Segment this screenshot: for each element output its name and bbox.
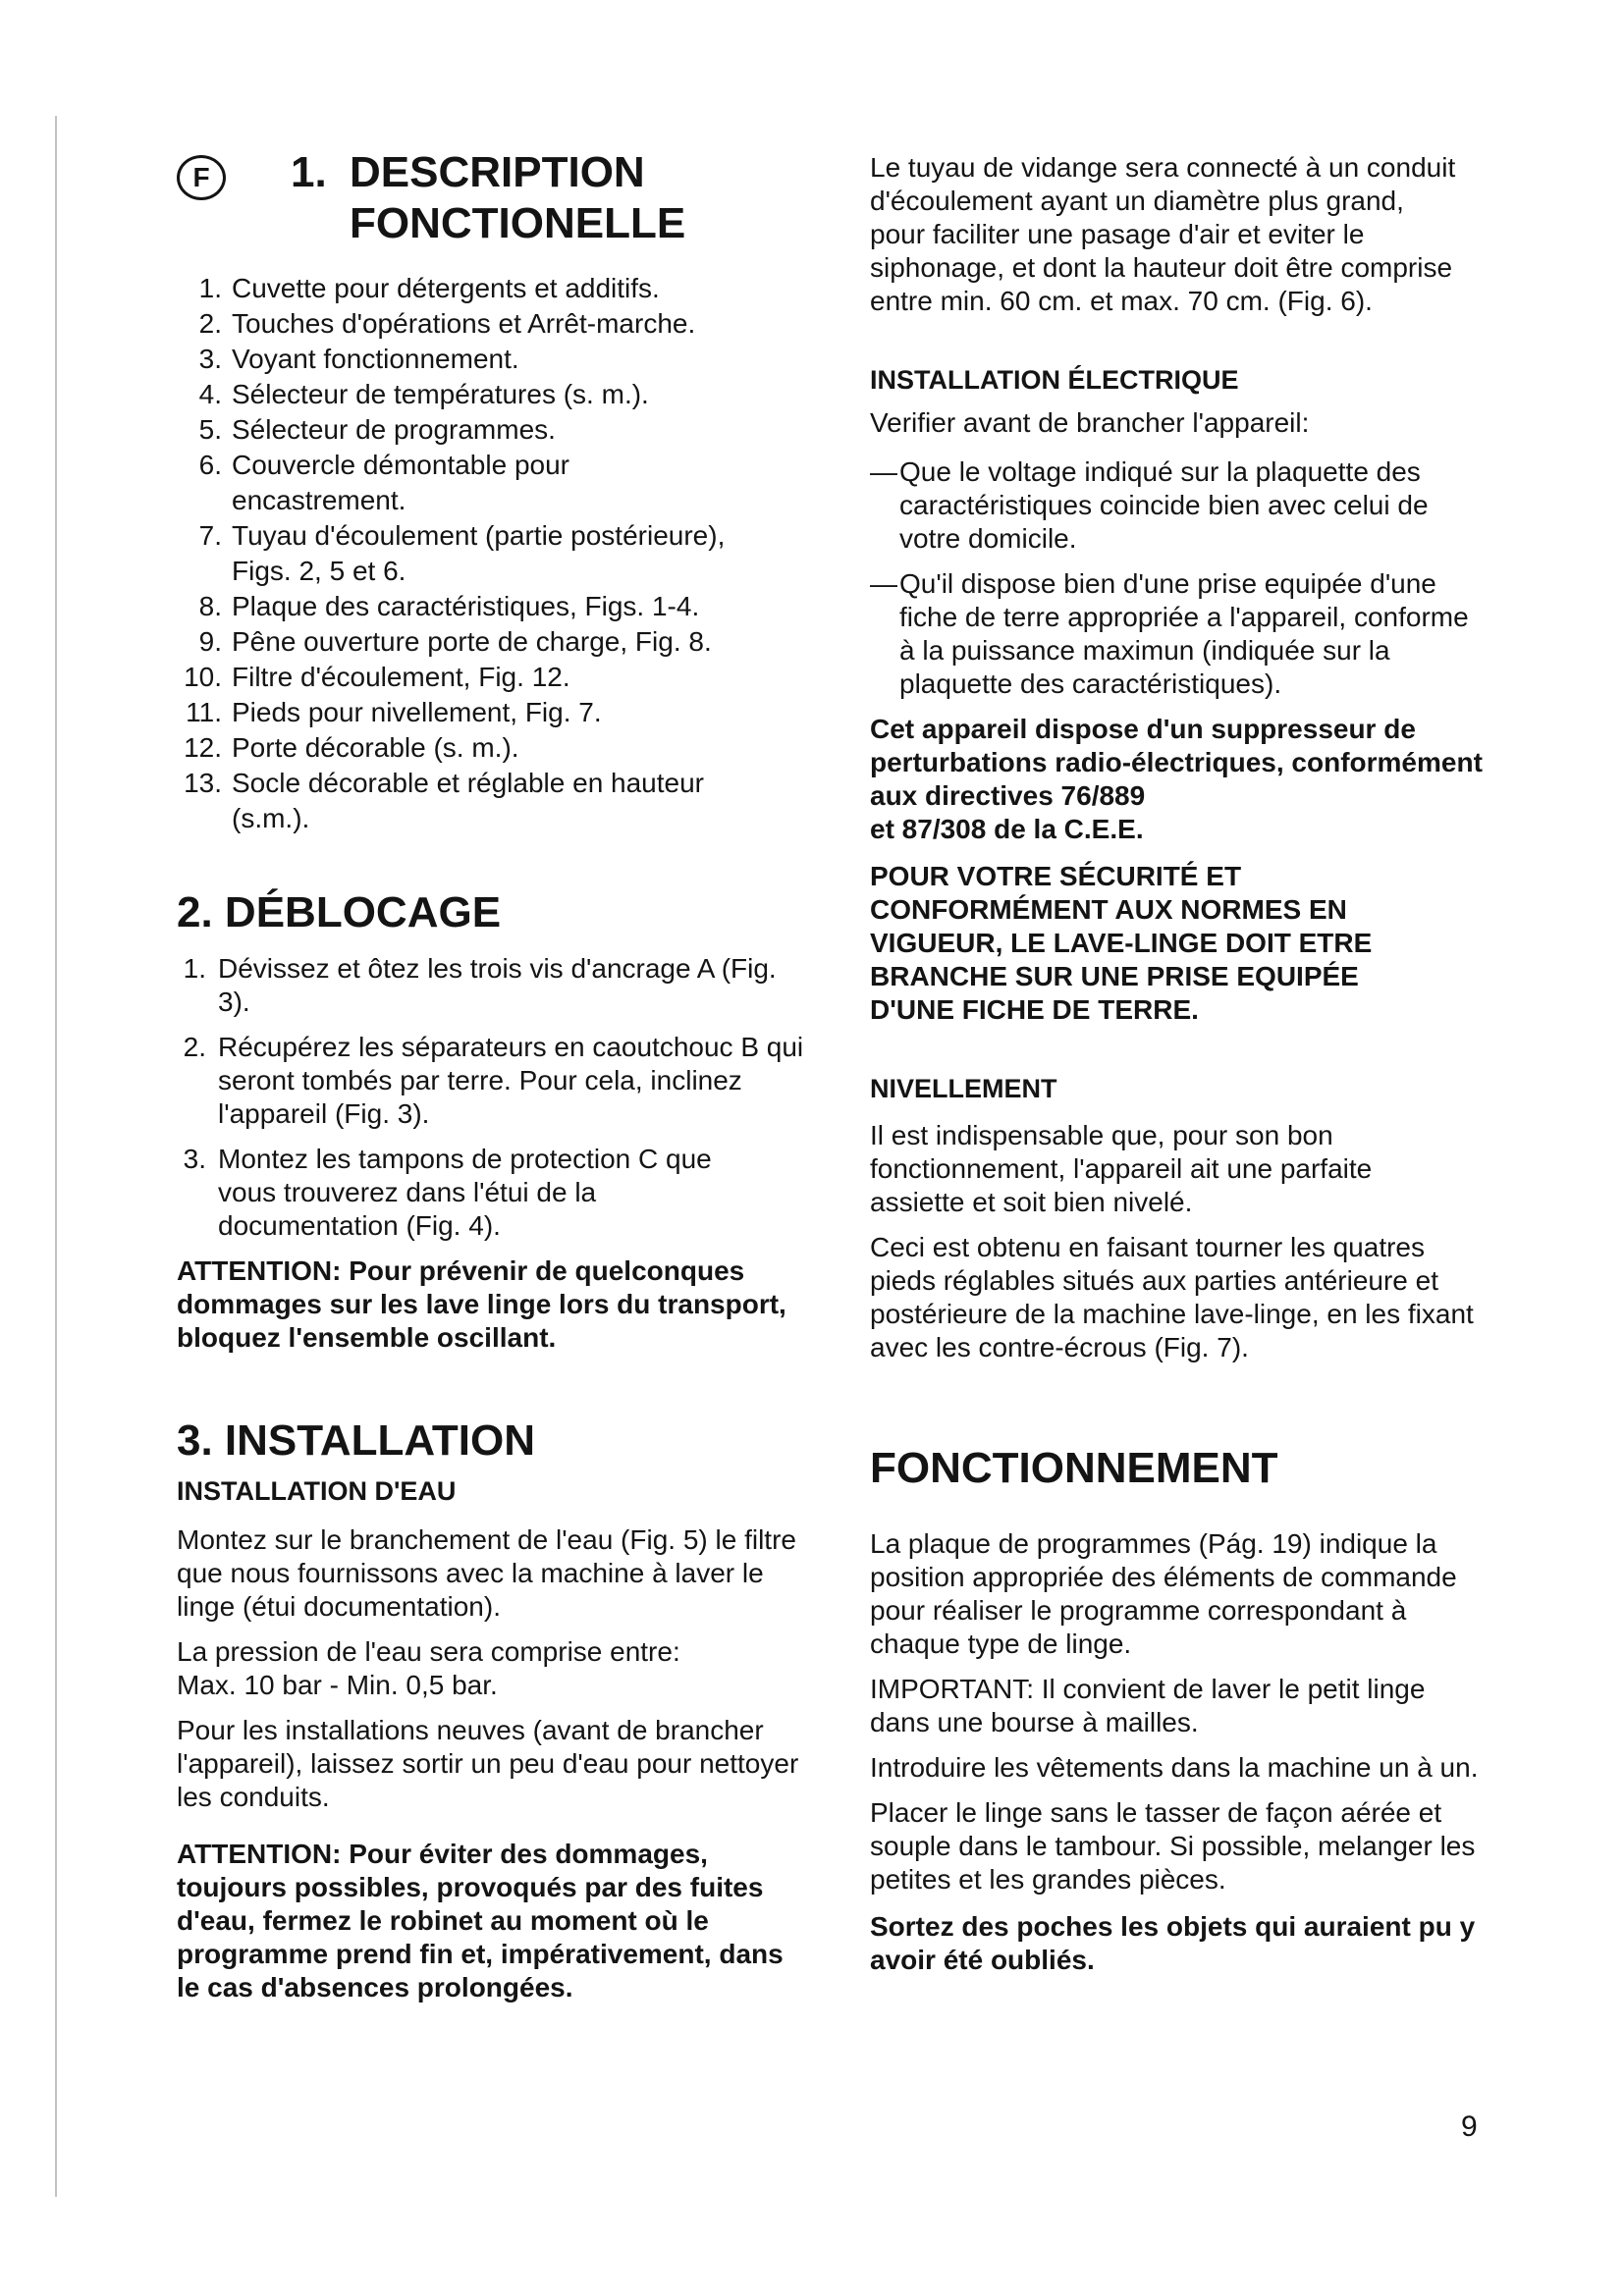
list-item: 5. Sélecteur de programmes. — [198, 414, 556, 445]
scan-edge-line — [55, 116, 57, 2197]
list-item: 10. Filtre d'écoulement, Fig. 12. — [184, 662, 570, 692]
electrical-checklist — [870, 455, 1484, 701]
operation-paragraph-1: La plaque de programmes (Pág. 19) indique la position appropriée des éléments de commande pour réaliser le programme correspondant à chaque type de linge. — [870, 1528, 1457, 1659]
section-2-title: 2. DÉBLOCAGE — [177, 888, 502, 936]
list-item: 4. Sélecteur de températures (s. m.). — [198, 379, 649, 409]
electrical-intro: Verifier avant de brancher l'appareil: — [870, 407, 1310, 438]
operation-paragraph-2: IMPORTANT: Il convient de laver le petit linge dans une bourse à mailles. — [870, 1674, 1426, 1737]
water-installation-heading: INSTALLATION D'EAU — [177, 1476, 457, 1506]
list-item: 1. Cuvette pour détergents et additifs. — [198, 273, 660, 303]
section-1-title-line1: DESCRIPTION — [350, 148, 645, 196]
drain-paragraph: Le tuyau de vidange sera connecté à un conduit d'écoulement ayant un diamètre plus grand, pour faciliter une pasage d'air et eviter le siphonage, et dont la hauteur doit être comprise entre min. 60 cm. et max. 70 cm. (Fig. 6). — [870, 152, 1456, 316]
section-3-warning: ATTENTION: Pour éviter des dommages, toujours possibles, provoqués par des fuites d'eau, fermez le robinet au moment où le programme prend fin et, impérativement, dans le cas d'absences prolongées. — [177, 1839, 784, 2002]
list-item: 12. Porte décorable (s. m.). — [184, 732, 519, 763]
radio-suppression-notice: Cet appareil dispose d'un suppresseur de perturbations radio-électriques, conformément aux directives 76/889 — [870, 714, 1483, 811]
list-item: 2. Touches d'opérations et Arrêt-marche. — [198, 308, 696, 339]
operation-paragraph-3: Introduire les vêtements dans la machine un à un. — [870, 1752, 1479, 1783]
list-item: 1. Dévissez et ôtez les trois vis d'ancrage A (Fig. 3). — [183, 953, 777, 1017]
section-2-warning: ATTENTION: Pour prévenir de quelconques dommages sur les lave linge lors du transport, bloquez l'ensemble oscillant. — [177, 1255, 786, 1353]
list-item: 8. Plaque des caractéristiques, Figs. 1-4. — [198, 591, 700, 621]
list-item: 3. Voyant fonctionnement. — [198, 344, 519, 374]
section-1-list — [177, 271, 805, 836]
operation-title: FONCTIONNEMENT — [870, 1444, 1278, 1492]
list-item: — Qu'il dispose bien d'une prise equipée d'une fiche de terre appropriée a l'appareil, conforme à la puissance maximun (indiquée sur la plaquette des caractéristiques). — [870, 568, 1469, 699]
list-item: 7. Tuyau d'écoulement (partie postérieure), Figs. 2, 5 et 6. — [198, 520, 726, 586]
levelling-heading: NIVELLEMENT — [870, 1074, 1057, 1103]
earthing-safety-notice: POUR VOTRE SÉCURITÉ ET CONFORMÉMENT AUX NORMES EN VIGUEUR, LE LAVE-LINGE DOIT ETRE BRANCHE SUR UNE PRISE EQUIPÉE D'UNE FICHE DE TERRE. — [870, 861, 1373, 1025]
water-pressure-values: Max. 10 bar - Min. 0,5 bar. — [177, 1670, 498, 1700]
section-2-list — [177, 952, 805, 1243]
left-column — [177, 147, 805, 2004]
water-pressure-line: La pression de l'eau sera comprise entre: — [177, 1636, 680, 1667]
operation-paragraph-4: Placer le linge sans le tasser de façon aérée et souple dans le tambour. Si possible, melanger les petites et les grandes pièces. — [870, 1797, 1476, 1895]
water-paragraph-3: Pour les installations neuves (avant de brancher l'appareil), laissez sortir un peu d'eau pour nettoyer les conduits. — [177, 1715, 799, 1812]
section-1-heading — [177, 147, 805, 249]
list-item: — Que le voltage indiqué sur la plaquette des caractéristiques coincide bien avec celui de votre domicile. — [870, 456, 1429, 554]
levelling-paragraph-2: Ceci est obtenu en faisant tourner les quatres pieds réglables situés aux parties antérieure et postérieure de la machine lave-linge, en les fixant avec les contre-écrous (Fig. 7). — [870, 1232, 1474, 1362]
list-item: 13. Socle décorable et réglable en hauteur (s.m.). — [184, 768, 705, 833]
list-item: 3. Montez les tampons de protection C que vous trouverez dans l'étui de la documentation (Fig. 4). — [183, 1144, 712, 1241]
list-item: 6. Couvercle démontable pour encastrement. — [198, 450, 569, 515]
section-3-title: 3. INSTALLATION — [177, 1416, 536, 1465]
electrical-installation-heading: INSTALLATION ÉLECTRIQUE — [870, 365, 1239, 395]
operation-pockets-notice: Sortez des poches les objets qui auraient pu y avoir été oubliés. — [870, 1911, 1476, 1975]
radio-suppression-notice-directives: et 87/308 de la C.E.E. — [870, 814, 1144, 844]
page-number: 9 — [1461, 2110, 1478, 2143]
language-badge-f: F — [177, 155, 226, 200]
levelling-paragraph-1: Il est indispensable que, pour son bon fonctionnement, l'appareil ait une parfaite assiette et soit bien nivelé. — [870, 1120, 1373, 1217]
section-1-title-line2: FONCTIONELLE — [350, 199, 686, 247]
water-paragraph-1: Montez sur le branchement de l'eau (Fig. 5) le filtre que nous fournissons avec la machine à laver le linge (étui documentation). — [177, 1524, 796, 1622]
right-column — [870, 151, 1484, 1977]
list-item: 11. Pieds pour nivellement, Fig. 7. — [186, 697, 602, 727]
section-1-number: 1. — [291, 148, 327, 196]
list-item: 2. Récupérez les séparateurs en caoutchouc B qui seront tombés par terre. Pour cela, inclinez l'appareil (Fig. 3). — [183, 1032, 804, 1129]
list-item: 9. Pêne ouverture porte de charge, Fig. 8. — [198, 626, 712, 657]
